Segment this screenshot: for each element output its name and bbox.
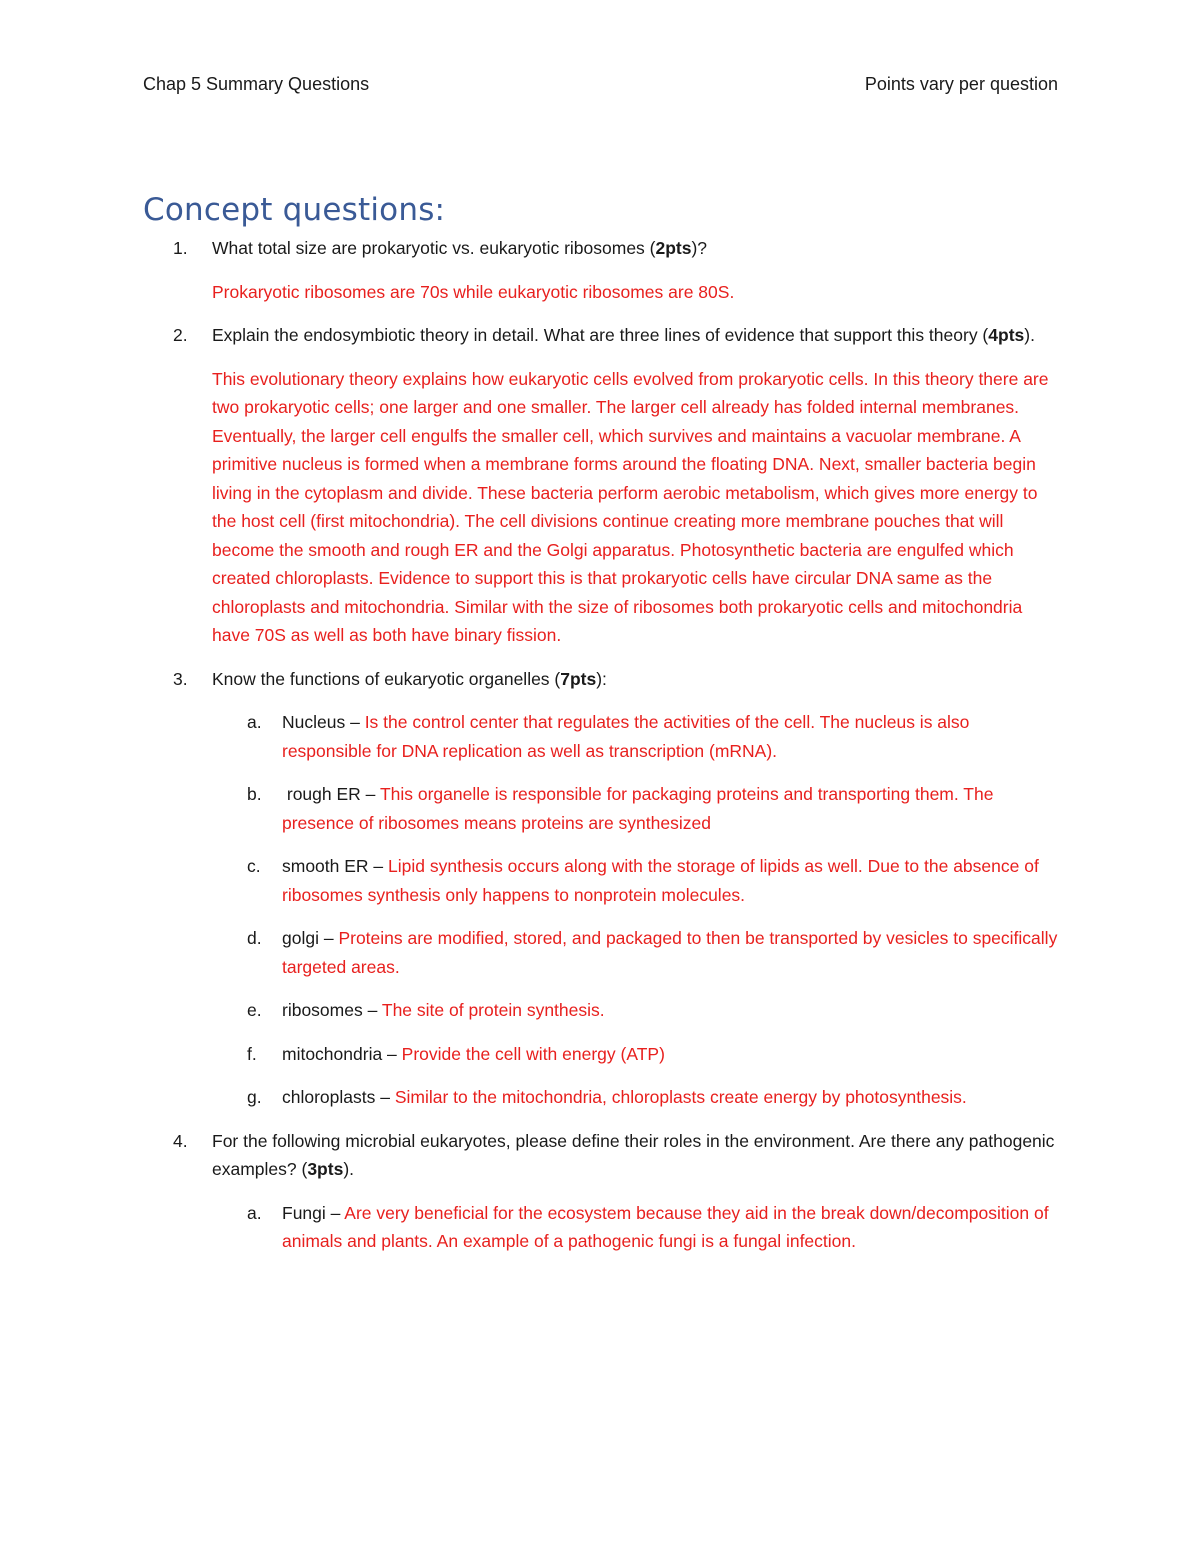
organelle-answer: Proteins are modified, stored, and packaged to then be transported by vesicles to specifically targeted areas. bbox=[282, 928, 1058, 977]
organism-term: Fungi – bbox=[282, 1202, 345, 1223]
question-4 bbox=[143, 1127, 1061, 1184]
organelle-term: golgi – bbox=[282, 928, 339, 948]
list-item: e. ribosomes – The site of protein synthesis. bbox=[247, 1000, 605, 1020]
header-title: Chap 5 Summary Questions bbox=[143, 74, 370, 94]
questions-list bbox=[143, 234, 1061, 1256]
organelle-answer: This organelle is responsible for packaging proteins and transporting them. The presence of ribosomes means proteins are synthesized bbox=[282, 784, 994, 833]
organelle-term: mitochondria – bbox=[282, 1043, 402, 1064]
list-item: g. chloroplasts – Similar to the mitochondria, chloroplasts create energy by photosynthesis. bbox=[247, 1087, 967, 1107]
list-item: a. Nucleus – Is the control center that regulates the activities of the cell. The nucleus is also responsible for DNA replication as well as transcription (mRNA). bbox=[247, 712, 970, 761]
question-text: What total size are prokaryotic vs. eukaryotic ribosomes (2pts)? bbox=[212, 238, 708, 258]
section-heading: Concept questions: bbox=[143, 192, 446, 228]
question-number: 2. bbox=[173, 325, 188, 345]
organelle-term: ribosomes – bbox=[282, 1000, 382, 1020]
organelle-answer: Is the control center that regulates the activities of the cell. The nucleus is also responsible for DNA replication as well as transcription (mRNA). bbox=[282, 712, 970, 761]
organelle-term: rough ER – bbox=[282, 784, 380, 804]
list-item: c. smooth ER – Lipid synthesis occurs along with the storage of lipids as well. Due to the absence of ribosomes synthesis only happens to nonprotein molecules. bbox=[247, 856, 1039, 905]
question-text: For the following microbial eukaryotes, please define their roles in the environment. Are there any pathogenic examples? (3pts). bbox=[212, 1130, 1055, 1179]
list-item: b. rough ER – This organelle is responsible for packaging proteins and transporting them. The presence of ribosomes means proteins are synthesized bbox=[247, 784, 994, 833]
question-number: 4. bbox=[173, 1130, 188, 1151]
list-item: f. mitochondria – Provide the cell with energy (ATP) bbox=[247, 1043, 665, 1064]
header-points: Points vary per question bbox=[864, 74, 1058, 94]
list-item: a. Fungi – Are very beneficial for the ecosystem because they aid in the break down/decomposition of animals and plants. An example of a pathogenic fungi is a fungal infection. bbox=[247, 1202, 1049, 1251]
question-3 bbox=[143, 665, 1061, 694]
answer-text: Prokaryotic ribosomes are 70s while eukaryotic ribosomes are 80S. bbox=[212, 281, 735, 302]
question-2 bbox=[143, 321, 1061, 650]
question-number: 3. bbox=[173, 668, 188, 689]
question-text: Explain the endosymbiotic theory in detail. What are three lines of evidence that support this theory (4pts). bbox=[212, 325, 1035, 345]
list-item: d. golgi – Proteins are modified, stored, and packaged to then be transported by vesicles to specifically targeted areas. bbox=[247, 928, 1058, 977]
question-text: Know the functions of eukaryotic organelles (7pts): bbox=[212, 668, 607, 689]
organelle-term: smooth ER – bbox=[282, 856, 389, 876]
organelle-term: chloroplasts – bbox=[282, 1087, 395, 1107]
question-number: 1. bbox=[173, 238, 188, 258]
organelle-answer: Lipid synthesis occurs along with the storage of lipids as well. Due to the absence of ribosomes synthesis only happens to nonprotein molecules. bbox=[282, 856, 1039, 905]
organelle-answer: Similar to the mitochondria, chloroplasts create energy by photosynthesis. bbox=[394, 1087, 967, 1107]
organelle-answer: Provide the cell with energy (ATP) bbox=[401, 1043, 665, 1064]
organelle-answer: The site of protein synthesis. bbox=[381, 1000, 605, 1020]
organism-answer: Are very beneficial for the ecosystem because they aid in the break down/decomposition of animals and plants. An example of a pathogenic fungi is a fungal infection. bbox=[282, 1202, 1049, 1251]
question-1 bbox=[143, 234, 1061, 306]
answer-text: This evolutionary theory explains how eukaryotic cells evolved from prokaryotic cells. In this theory there are two prokaryotic cells; one larger and one smaller. The larger cell already has folded internal membranes. Eventually, the larger cell engulfs the smaller cell, which survives and maintains a vacuolar membrane. A primitive nucleus is formed when a membrane forms around the floating DNA. Next, smaller bacteria begin living in the cytoplasm and divide. These bacteria perform aerobic metabolism, which gives more energy to the host cell (first mitochondria). The cell divisions continue creating more membrane pouches that will become the smooth and rough ER and the Golgi apparatus. Photosynthetic bacteria are engulfed which created chloroplasts. Evidence to support this is that prokaryotic cells have circular DNA same as the chloroplasts and mitochondria. Similar with the size of ribosomes both prokaryotic cells and mitochondria have 70S as well as both have binary fission. bbox=[212, 368, 1049, 645]
organelle-term: Nucleus – bbox=[282, 712, 365, 732]
